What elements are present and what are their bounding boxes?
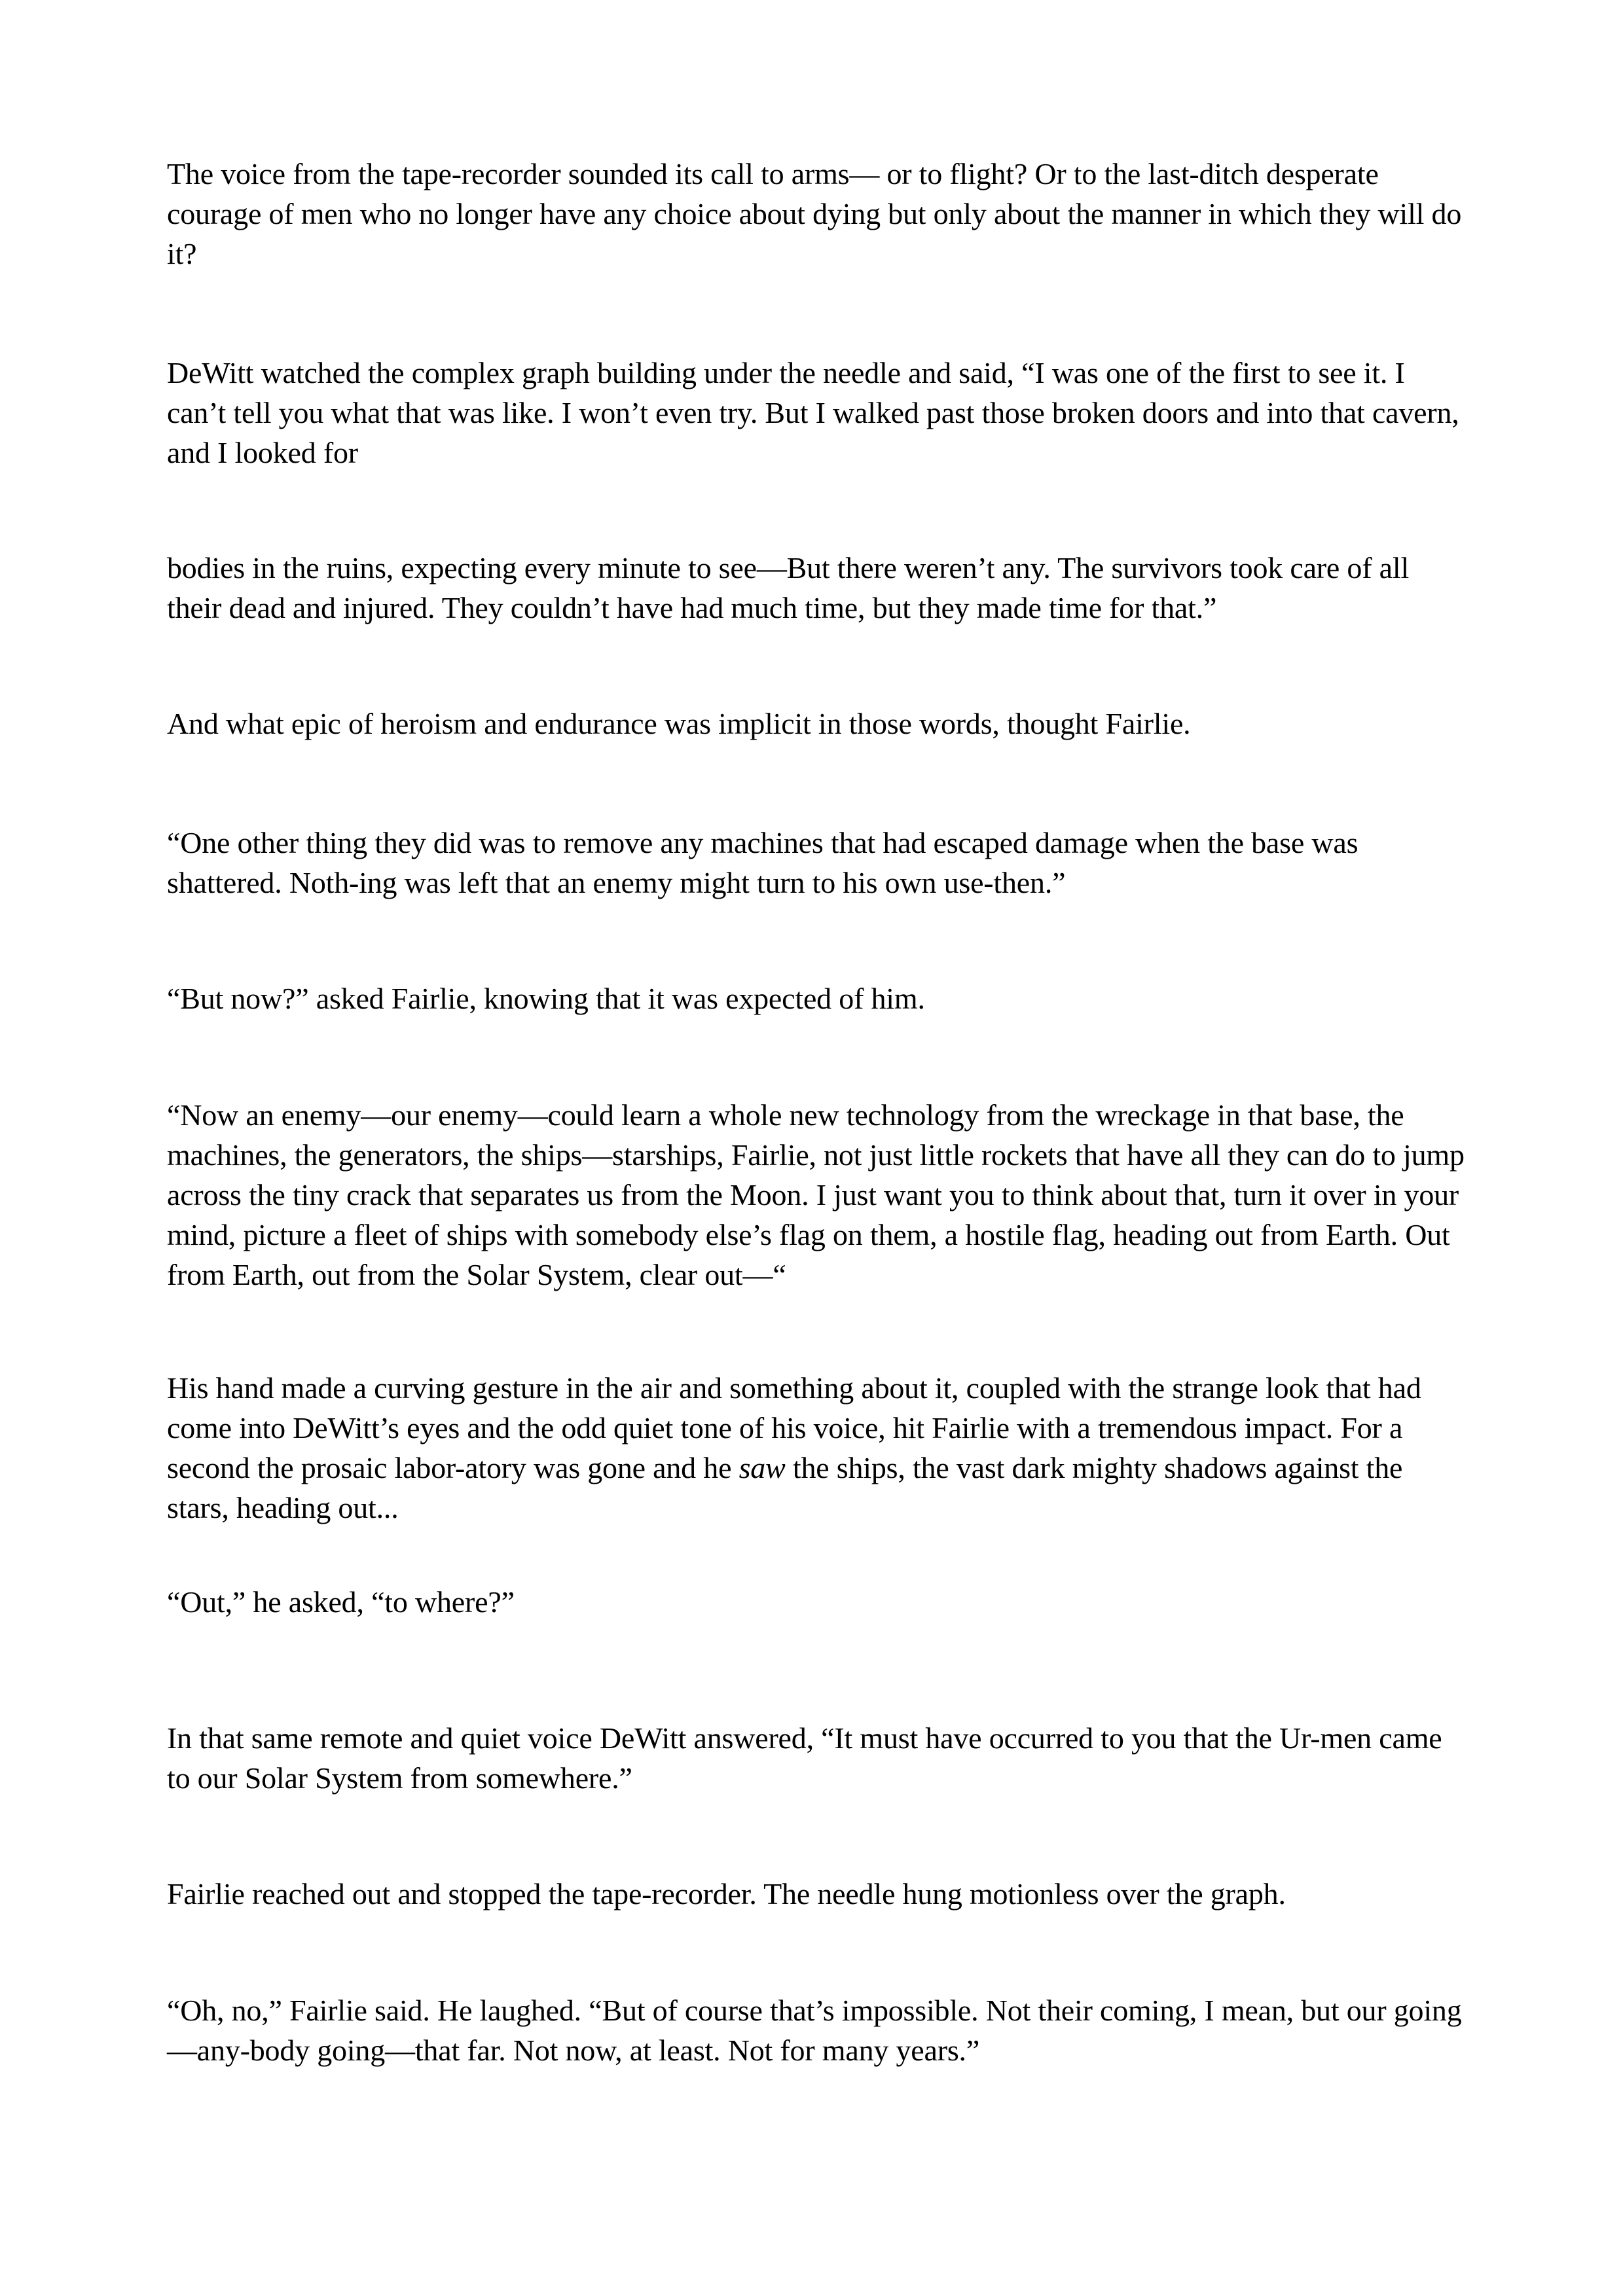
paragraph-4: And what epic of heroism and endurance was implicit in those words, thought Fairlie.: [167, 707, 1191, 740]
paragraph-2: DeWitt watched the complex graph building under the needle and said, “I was one of the first to see it. I can’t tell you what that was like. I won’t even try. But I walked past those broken doors and into that cavern, and I looked for: [167, 356, 1459, 469]
paragraph-11: Fairlie reached out and stopped the tape-recorder. The needle hung motionless over the graph.: [167, 1877, 1286, 1910]
paragraph-12: “Oh, no,” Fairlie said. He laughed. “But of course that’s impossible. Not their coming, I mean, but our going—any-body going—that far. Not now, at least. Not for many years.”: [167, 1994, 1462, 2067]
paragraph-8-emphasis: saw: [739, 1451, 786, 1484]
paragraph-8-after: the ships, the vast dark mighty shadows against the stars, heading out...: [167, 1451, 1403, 1524]
paragraph-9: “Out,” he asked, “to where?”: [167, 1585, 515, 1619]
paragraph-7: “Now an enemy—our enemy—could learn a whole new technology from the wreckage in that base, the machines, the generators, the ships—starships, Fairlie, not just little rockets that have all they can do to jump across the tiny crack that separates us from the Moon. I just want you to think about that, turn it over in your mind, picture a fleet of ships with somebody else’s flag on them, a hostile flag, heading out from Earth. Out from Earth, out from the Solar System, clear out—“: [167, 1098, 1465, 1291]
paragraph-8-before: His hand made a curving gesture in the air and something about it, coupled with the strange look that had come into DeWitt’s eyes and the odd quiet tone of his voice, hit Fairlie with a tremendous impact. For a second the prosaic labor-atory was gone and he: [167, 1371, 1421, 1484]
paragraph-8: [167, 1368, 1470, 1528]
paragraph-5: “One other thing they did was to remove any machines that had escaped damage when the base was shattered. Noth-ing was left that an enemy might turn to his own use-then.”: [167, 826, 1359, 899]
paragraph-10: In that same remote and quiet voice DeWitt answered, “It must have occurred to you that the Ur-men came to our Solar System from somewhere.”: [167, 1721, 1442, 1795]
paragraph-1: The voice from the tape-recorder sounded its call to arms— or to flight? Or to the last-ditch desperate courage of men who no longer have any choice about dying but only about the manner in which they will do it?: [167, 157, 1462, 270]
paragraph-3: bodies in the ruins, expecting every minute to see—But there weren’t any. The survivors took care of all their dead and injured. They couldn’t have had much time, but they made time for that.”: [167, 551, 1410, 624]
paragraph-6: “But now?” asked Fairlie, knowing that it was expected of him.: [167, 982, 925, 1015]
